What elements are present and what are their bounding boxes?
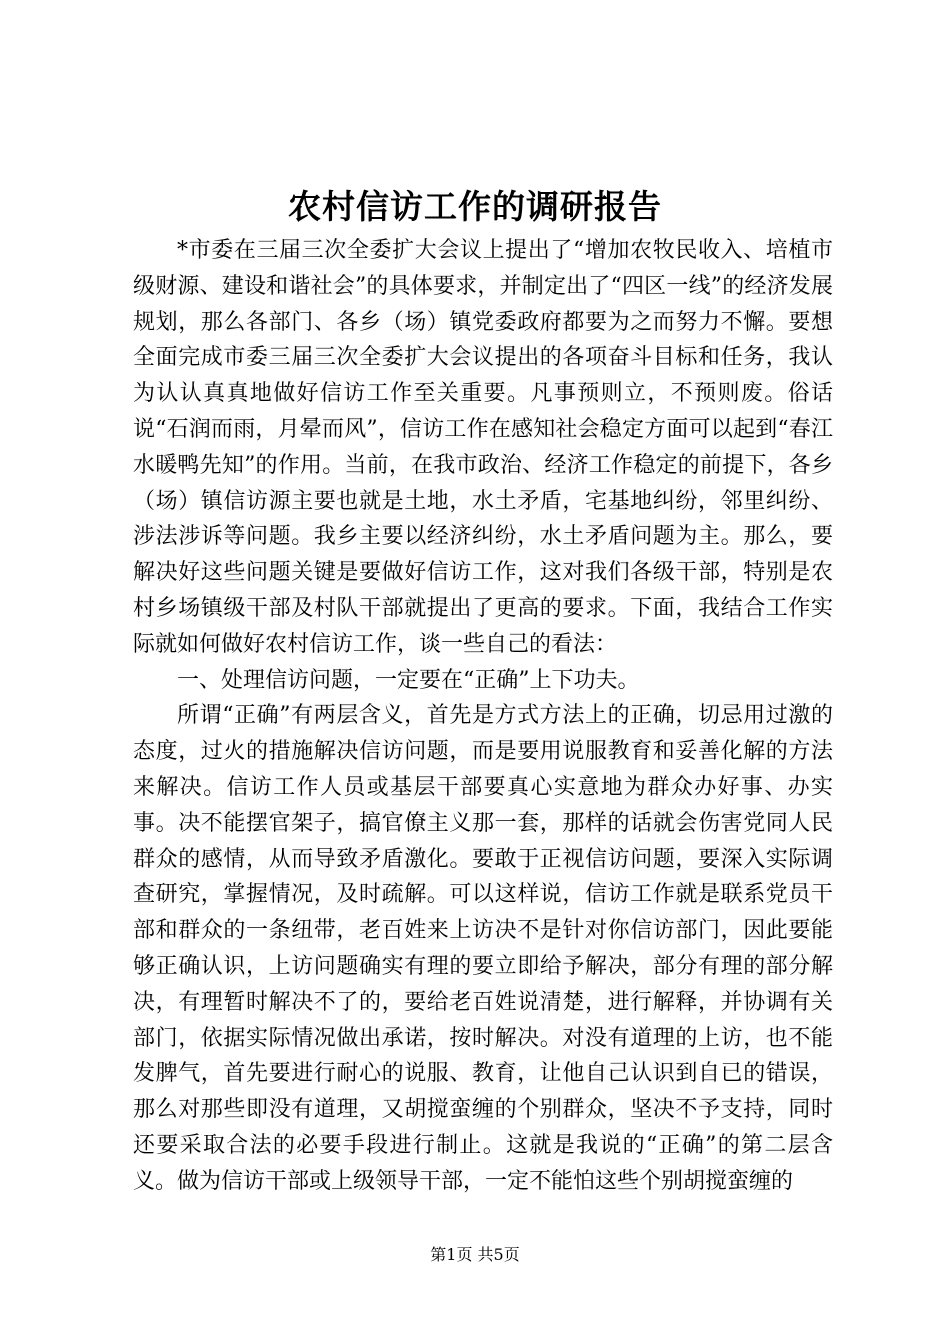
page-number-footer: 第1页 共5页 bbox=[430, 1245, 520, 1264]
paragraph-section-heading: 一、处理信访问题，一定要在“正确”上下功夫。 bbox=[177, 667, 640, 693]
paragraph-correctness: 所谓“正确”有两层含义，首先是方式方法上的正确，切忌用过激的态度，过火的措施解决信访问题，而是要用说服教育和妥善化解的方法来解决。信访工作人员或基层干部要真心实意地为群众办好事、办实事。决不能摆官架子，搞官僚主义那一套，那样的话就会伤害党同人民群众的感情，从而导致矛盾激化。要敢于正视信访问题，要深入实际调查研究，掌握情况，及时疏解。可以这样说，信访工作就是联系党员干部和群众的一条纽带，老百姓来上访决不是针对你信访部门，因此要能够正确认识，上访问题确实有理的要立即给予解决，部分有理的部分解决，有理暂时解决不了的，要给老百姓说清楚，进行解释，并协调有关部门，依据实际情况做出承诺，按时解决。对没有道理的上访，也不能发脾气，首先要进行耐心的说服、教育，让他自己认识到自已的错误，那么对那些即没有道理，又胡搅蛮缠的个别群众，坚决不予支持，同时还要采取合法的必要手段进行制止。这就是我说的“正确”的第二层含义。做为信访干部或上级领导干部，一定不能怕这些个别胡搅蛮缠的 bbox=[133, 703, 833, 1194]
paragraph-intro: *市委在三届三次全委扩大会议上提出了“增加农牧民收入、培植市级财源、建设和谐社会”的具体要求，并制定出了“四区一线”的经济发展规划，那么各部门、各乡（场）镇党委政府都要为之而努力不懈。要想全面完成市委三届三次全委扩大会议提出的各项奋斗目标和任务，我认为认认真真地做好信访工作至关重要。凡事预则立，不预则废。俗话说“石润而雨，月晕而风”，信访工作在感知社会稳定方面可以起到“春江水暖鸭先知”的作用。当前，在我市政治、经济工作稳定的前提下，各乡（场）镇信访源主要也就是土地，水土矛盾，宅基地纠纷，邻里纠纷、涉法涉诉等问题。我乡主要以经济纠纷，水土矛盾问题为主。那么，要解决好这些问题关键是要做好信访工作，这对我们各级干部，特别是农村乡场镇级干部及村队干部就提出了更高的要求。下面，我结合工作实际就如何做好农村信访工作，谈一些自己的看法： bbox=[133, 238, 833, 657]
document-body bbox=[133, 233, 833, 1200]
document-title: 农村信访工作的调研报告 bbox=[288, 187, 662, 226]
